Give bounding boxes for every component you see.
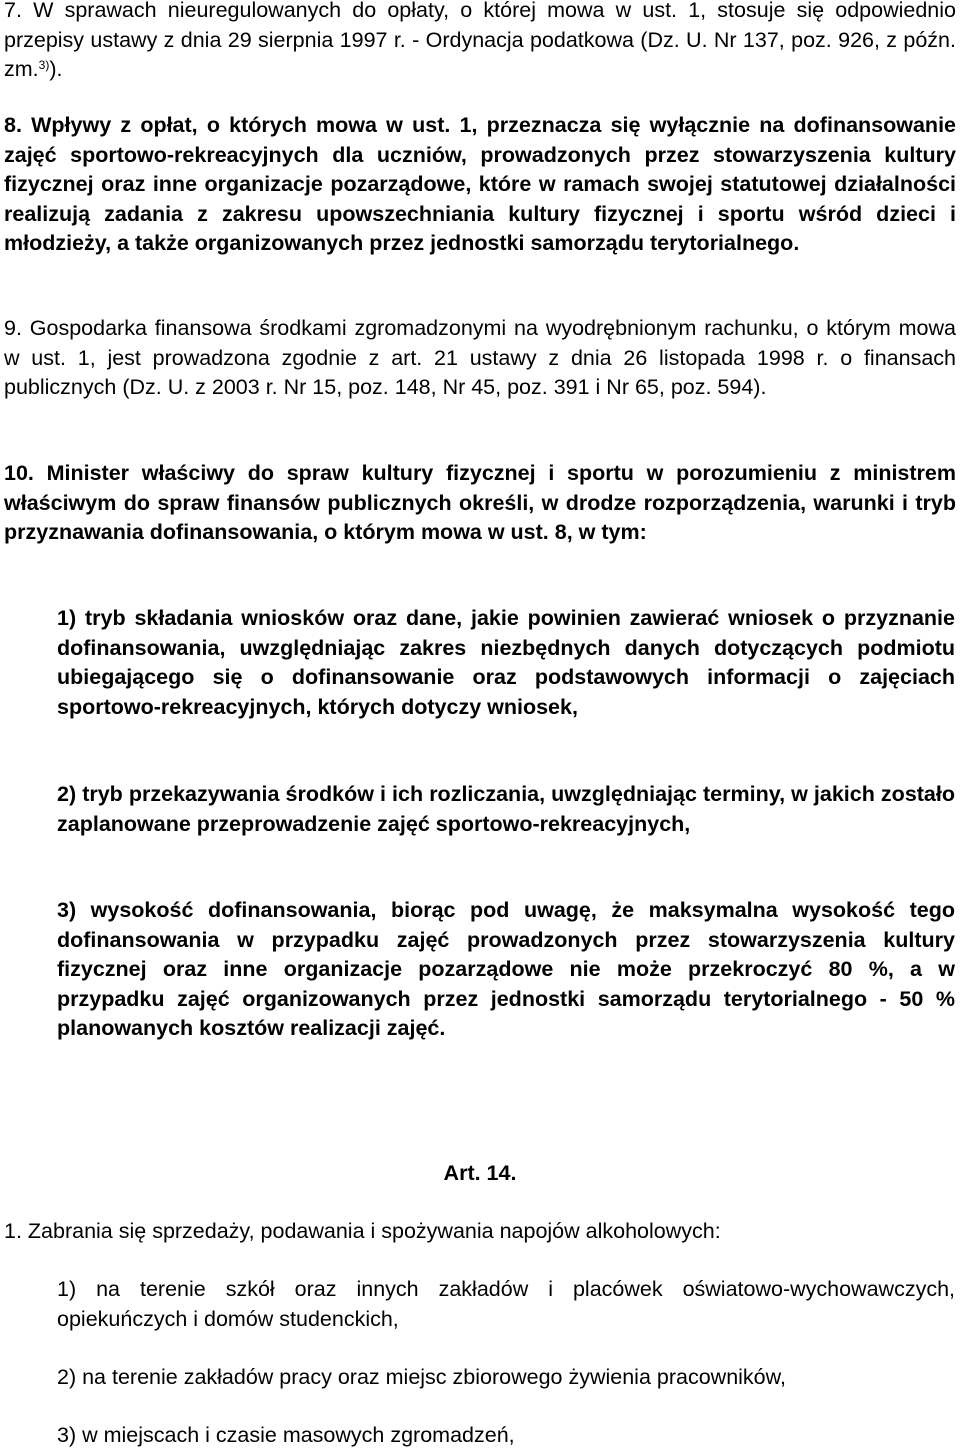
art14-item-3: 3) w miejscach i czasie masowych zgromadzeń, xyxy=(57,1423,515,1447)
paragraph-9: 9. Gospodarka finansowa środkami zgromadzonymi na wyodrębnionym rachunku, o którym mowa w ust. 1, jest prowadzona zgodnie z art. 21 ustawy z dnia 26 listopada 1998 r. o finansach publicznych (Dz. U. z 2003 r. Nr 15, poz. 148, Nr 45, poz. 391 i Nr 65, poz. 594). xyxy=(4,316,956,399)
paragraph-7 xyxy=(4,0,956,85)
paragraph-10-item-3: 3) wysokość dofinansowania, biorąc pod uwagę, że maksymalna wysokość tego dofinansowania w przypadku zajęć prowadzonych przez stowarzyszenia kultury fizycznej oraz inne organizacje pozarządowe nie może przekroczyć 80 %, a w przypadku zajęć organizowanych przez jednostki samorządu terytorialnego - 50 % planowanych kosztów realizacji zajęć. xyxy=(57,898,955,1040)
paragraph-7-text: 7. W sprawach nieuregulowanych do opłaty, o której mowa w ust. 1, stosuje się odpowiednio przepisy ustawy z dnia 29 sierpnia 1997 r. - Ordynacja podatkowa (Dz. U. Nr 137, poz. 926, z późn. zm. xyxy=(4,0,956,81)
paragraph-7-end: ). xyxy=(49,57,63,81)
footnote-ref: 3) xyxy=(38,58,50,72)
art14-paragraph-1: 1. Zabrania się sprzedaży, podawania i spożywania napojów alkoholowych: xyxy=(4,1219,721,1243)
art14-item-2: 2) na terenie zakładów pracy oraz miejsc zbiorowego żywienia pracowników, xyxy=(57,1365,786,1389)
art14-item-1: 1) na terenie szkół oraz innych zakładów i placówek oświatowo-wychowawczych, opiekuńczych i domów studenckich, xyxy=(57,1277,955,1331)
paragraph-10-item-2: 2) tryb przekazywania środków i ich rozliczania, uwzględniając terminy, w jakich zostało zaplanowane przeprowadzenie zajęć sportowo-rekreacyjnych, xyxy=(57,782,955,836)
paragraph-10-item-1: 1) tryb składania wniosków oraz dane, jakie powinien zawierać wniosek o przyznanie dofinansowania, uwzględniając zakres niezbędnych danych dotyczących podmiotu ubiegającego się o dofinansowanie oraz podstawowych informacji o zajęciach sportowo-rekreacyjnych, których dotyczy wniosek, xyxy=(57,606,955,719)
paragraph-8: 8. Wpływy z opłat, o których mowa w ust. 1, przeznacza się wyłącznie na dofinansowanie zajęć sportowo-rekreacyjnych dla uczniów, prowadzonych przez stowarzyszenia kultury fizycznej oraz inne organizacje pozarządowe, które w ramach swojej statutowej działalności realizują zadania z zakresu upowszechniania kultury fizycznej i sportu wśród dzieci i młodzieży, a także organizowanych przez jednostki samorządu terytorialnego. xyxy=(4,113,956,255)
paragraph-10: 10. Minister właściwy do spraw kultury fizycznej i sportu w porozumieniu z ministrem właściwym do spraw finansów publicznych określi, w drodze rozporządzenia, warunki i tryb przyznawania dofinansowania, o którym mowa w ust. 8, w tym: xyxy=(4,461,956,544)
article-heading: Art. 14. xyxy=(443,1161,517,1185)
